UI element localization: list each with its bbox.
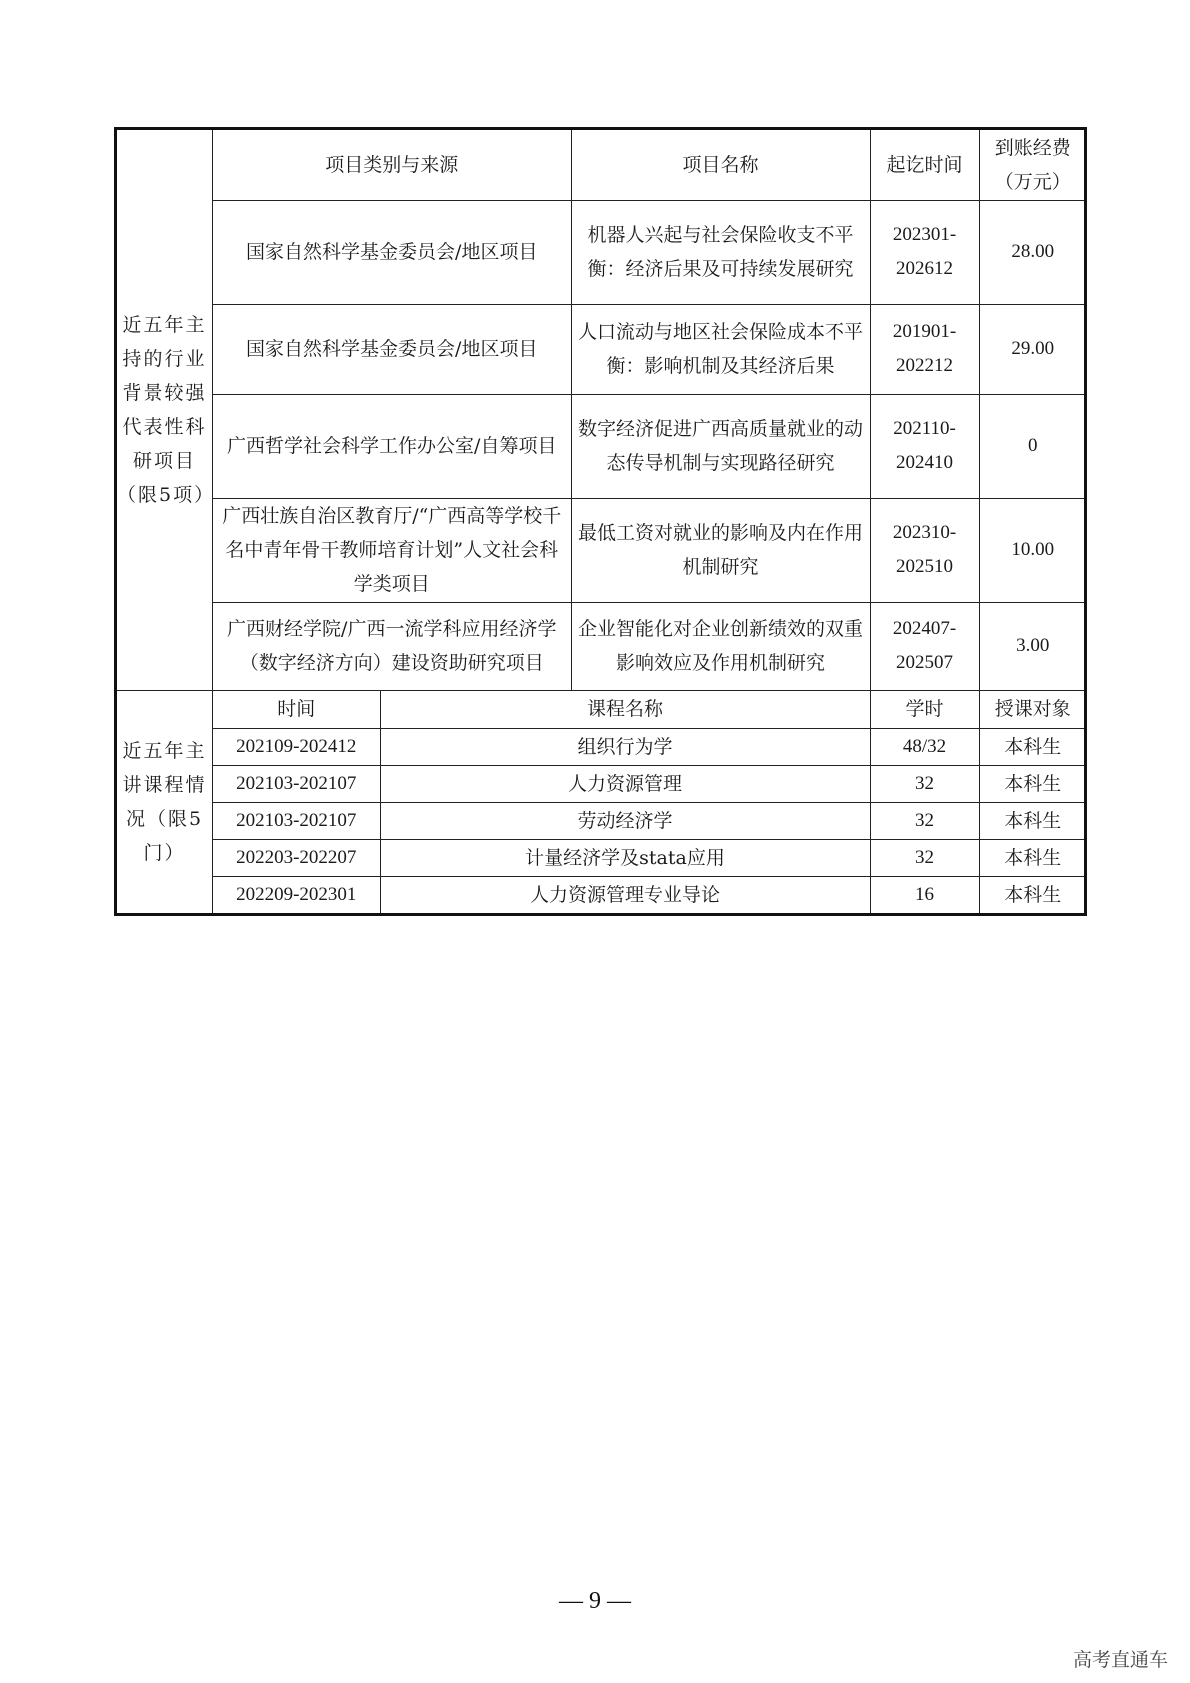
course-time: 202103-202107 xyxy=(213,765,380,802)
course-name: 人力资源管理 xyxy=(380,765,870,802)
research-section xyxy=(116,129,1086,691)
project-period: 201901-202212 xyxy=(870,304,979,394)
project-period: 202407-202507 xyxy=(870,602,979,690)
courses-side-label: 近五年主讲课程情况（限5门） xyxy=(116,691,213,915)
header-time: 时间 xyxy=(213,691,380,728)
course-audience: 本科生 xyxy=(979,802,1086,839)
course-audience: 本科生 xyxy=(979,876,1086,913)
table-row xyxy=(213,802,1086,839)
course-name: 组织行为学 xyxy=(380,728,870,765)
header-funding: 到账经费（万元） xyxy=(979,130,1086,200)
research-side-label: 近五年主持的行业背景较强代表性科研项目（限5项） xyxy=(116,129,213,691)
project-funding: 0 xyxy=(979,394,1086,498)
table-row xyxy=(213,728,1086,765)
project-name: 最低工资对就业的影响及内在作用机制研究 xyxy=(571,498,870,602)
project-name: 机器人兴起与社会保险收支不平衡：经济后果及可持续发展研究 xyxy=(571,200,870,304)
table-row xyxy=(213,876,1086,913)
form-table xyxy=(114,127,1087,916)
course-time: 202109-202412 xyxy=(213,728,380,765)
watermark: 高考直通车 xyxy=(1072,1649,1168,1671)
course-audience: 本科生 xyxy=(979,839,1086,876)
project-category: 国家自然科学基金委员会/地区项目 xyxy=(213,304,571,394)
course-time: 202103-202107 xyxy=(213,802,380,839)
project-category: 广西哲学社会科学工作办公室/自筹项目 xyxy=(213,394,571,498)
course-audience: 本科生 xyxy=(979,765,1086,802)
project-category: 国家自然科学基金委员会/地区项目 xyxy=(213,200,571,304)
project-period: 202310-202510 xyxy=(870,498,979,602)
research-projects-table xyxy=(213,130,1086,690)
course-name: 计量经济学及stata应用 xyxy=(380,839,870,876)
header-hours: 学时 xyxy=(870,691,979,728)
course-name: 劳动经济学 xyxy=(380,802,870,839)
table-row xyxy=(213,394,1086,498)
courses-section xyxy=(116,691,1086,915)
courses-table xyxy=(213,691,1086,913)
course-hours: 32 xyxy=(870,839,979,876)
research-header-row xyxy=(213,130,1086,200)
header-course-name: 课程名称 xyxy=(380,691,870,728)
header-period: 起讫时间 xyxy=(870,130,979,200)
course-hours: 16 xyxy=(870,876,979,913)
header-audience: 授课对象 xyxy=(979,691,1086,728)
course-hours: 32 xyxy=(870,765,979,802)
course-hours: 48/32 xyxy=(870,728,979,765)
table-row xyxy=(213,839,1086,876)
course-time: 202209-202301 xyxy=(213,876,380,913)
table-row xyxy=(213,200,1086,304)
course-time: 202203-202207 xyxy=(213,839,380,876)
project-category: 广西壮族自治区教育厅/“广西高等学校千名中青年骨干教师培育计划”人文社会科学类项目 xyxy=(213,498,571,602)
table-row xyxy=(213,765,1086,802)
project-name: 人口流动与地区社会保险成本不平衡：影响机制及其经济后果 xyxy=(571,304,870,394)
courses-header-row xyxy=(213,691,1086,728)
header-category: 项目类别与来源 xyxy=(213,130,571,200)
course-hours: 32 xyxy=(870,802,979,839)
project-funding: 10.00 xyxy=(979,498,1086,602)
project-funding: 28.00 xyxy=(979,200,1086,304)
project-name: 企业智能化对企业创新绩效的双重影响效应及作用机制研究 xyxy=(571,602,870,690)
project-funding: 29.00 xyxy=(979,304,1086,394)
table-row xyxy=(213,304,1086,394)
project-category: 广西财经学院/广西一流学科应用经济学（数字经济方向）建设资助研究项目 xyxy=(213,602,571,690)
table-row xyxy=(213,498,1086,602)
course-name: 人力资源管理专业导论 xyxy=(380,876,870,913)
page-number: — 9 — xyxy=(559,1588,631,1614)
project-period: 202110-202410 xyxy=(870,394,979,498)
table-row xyxy=(213,602,1086,690)
project-name: 数字经济促进广西高质量就业的动态传导机制与实现路径研究 xyxy=(571,394,870,498)
project-period: 202301-202612 xyxy=(870,200,979,304)
project-funding: 3.00 xyxy=(979,602,1086,690)
course-audience: 本科生 xyxy=(979,728,1086,765)
header-project-name: 项目名称 xyxy=(571,130,870,200)
